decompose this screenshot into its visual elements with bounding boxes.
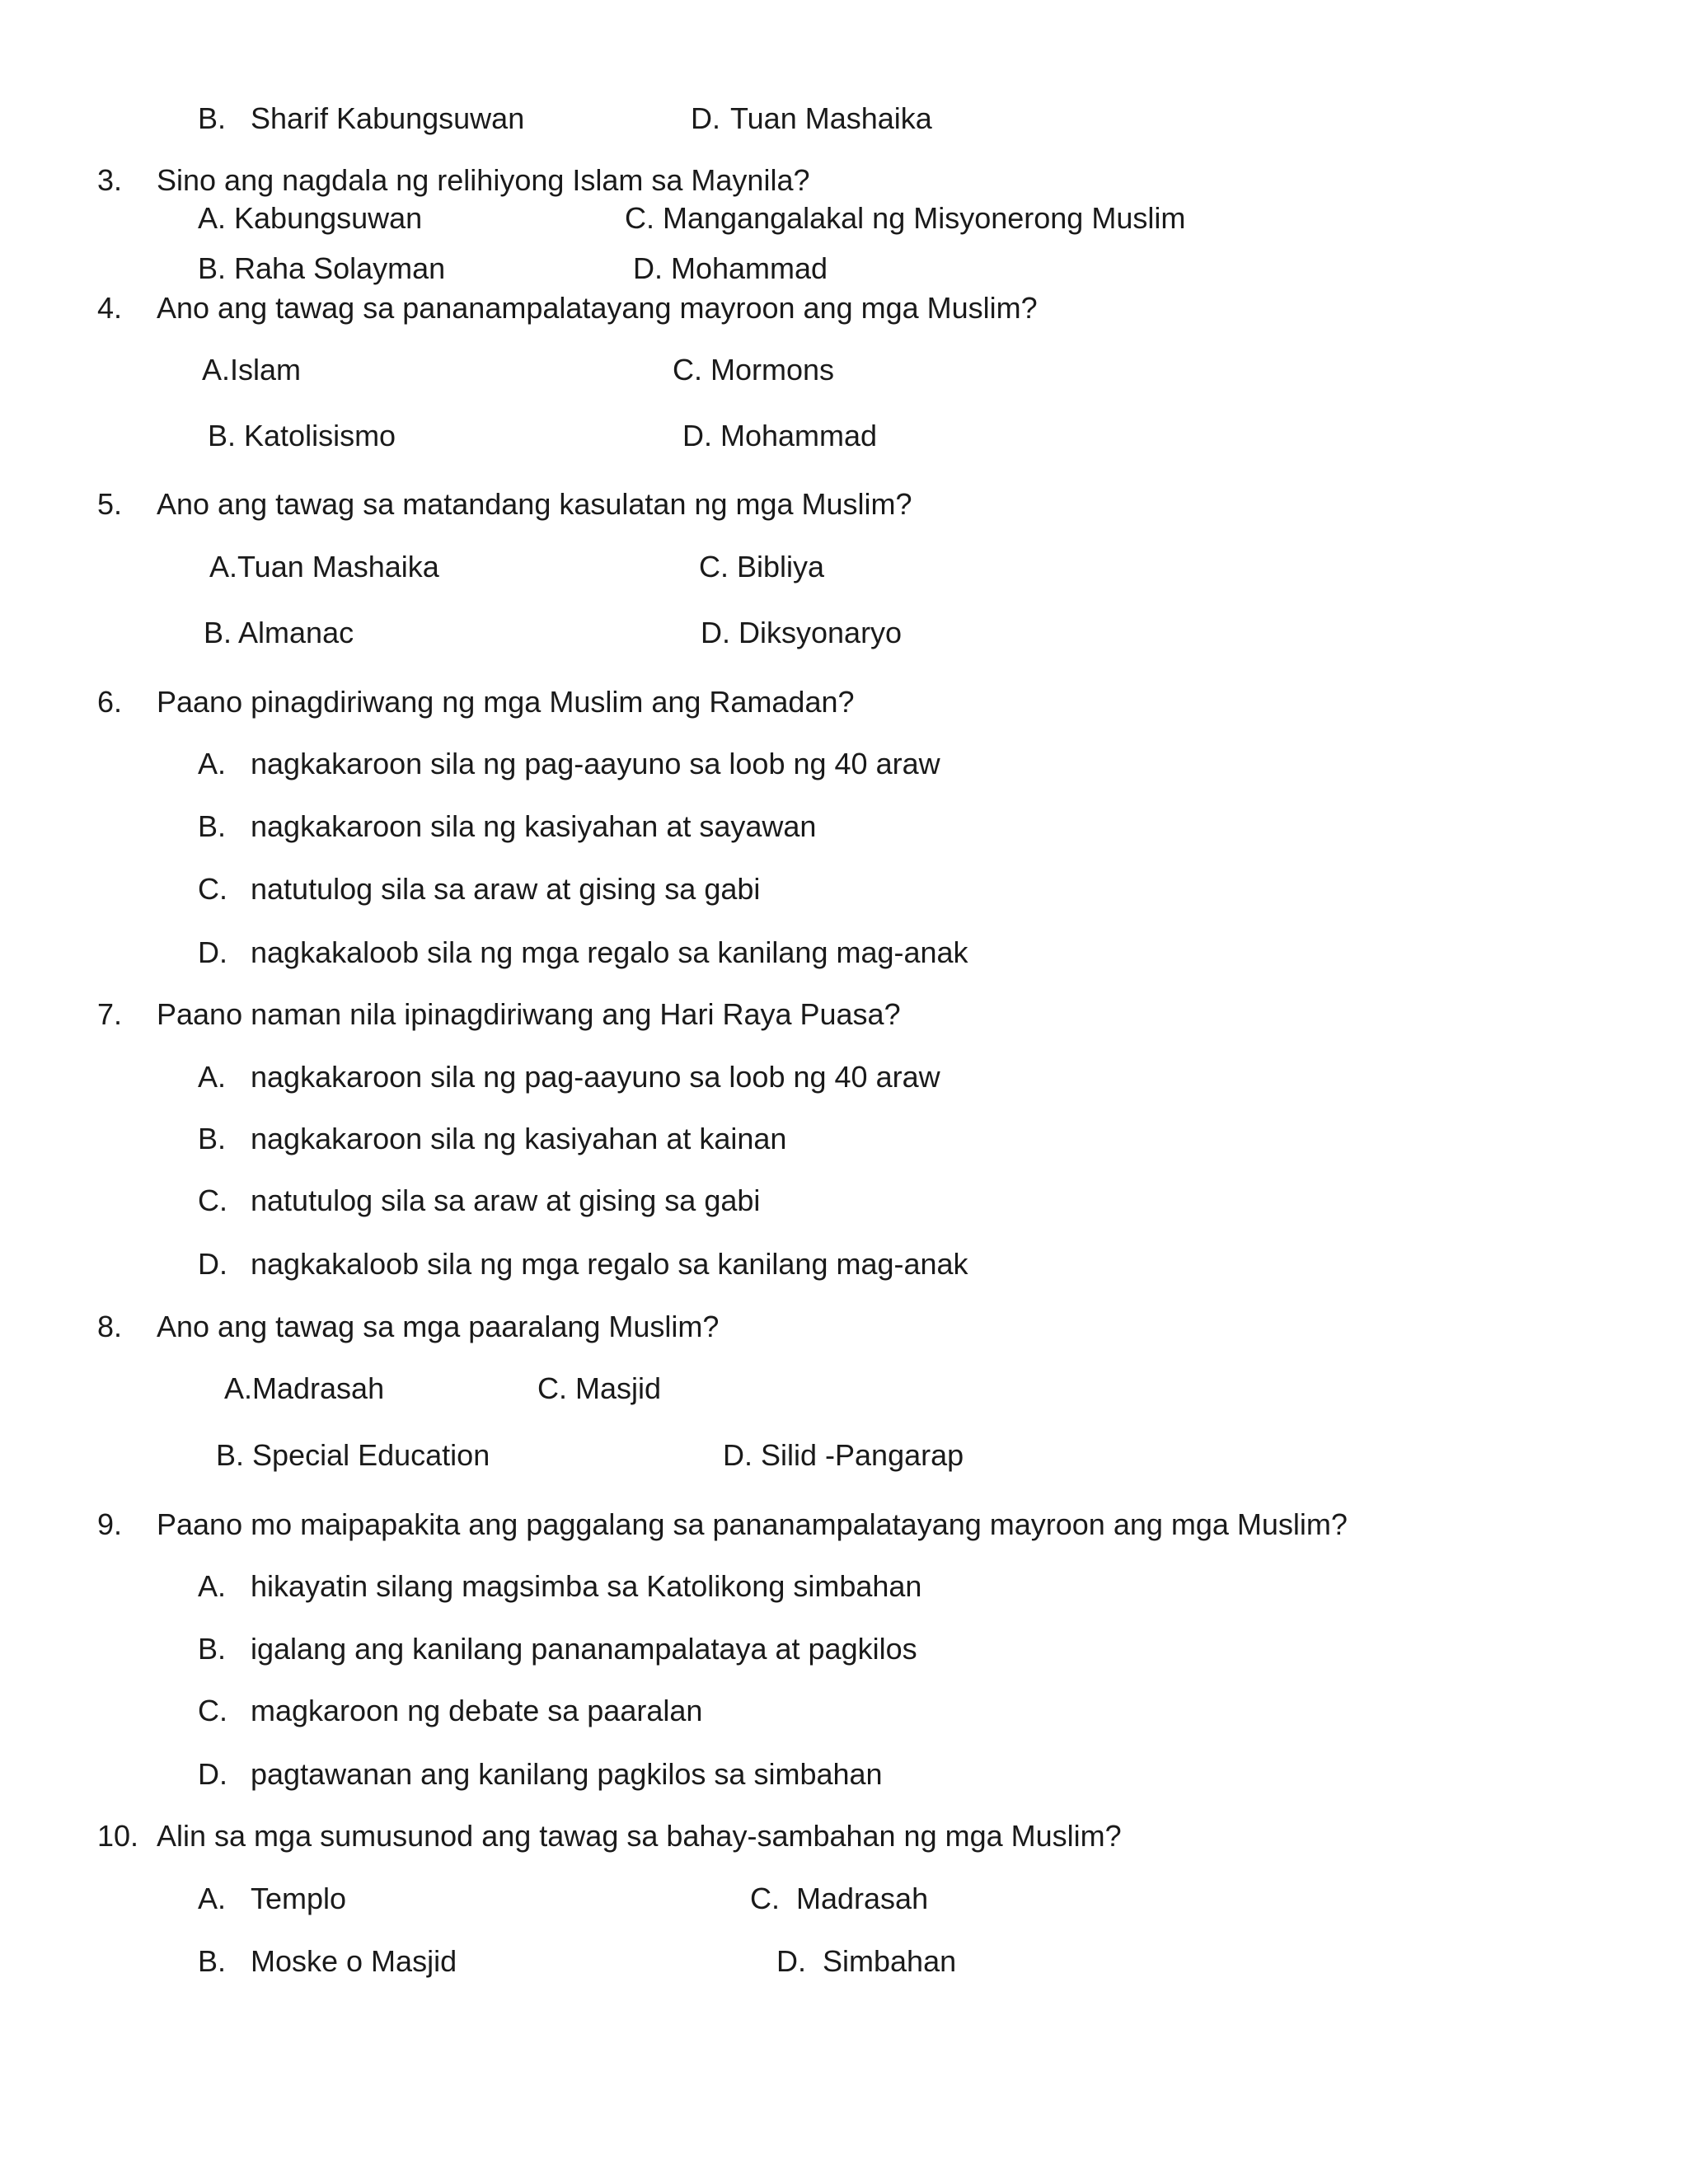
choice-letter: C. — [750, 1882, 780, 1915]
choice-letter: D. — [776, 1944, 806, 1978]
choice-letter: B. — [198, 1632, 227, 1666]
choice-text: nagkakaroon sila ng kasiyahan at kainan — [251, 1122, 787, 1155]
choice-letter: C. — [198, 872, 227, 906]
choice-text: natutulog sila sa araw at gising sa gabi — [251, 872, 761, 906]
choice-text: nagkakaloob sila ng mga regalo sa kanilang mag-anak — [251, 1247, 968, 1281]
choice-c: C. Masjid — [537, 1371, 662, 1405]
choice-a: A. Kabungsuwan — [198, 201, 423, 235]
choice-letter: C. — [198, 1694, 227, 1727]
choice-c: C. Mormons — [673, 353, 835, 387]
question-text: Ano ang tawag sa matandang kasulatan ng mga Muslim? — [157, 487, 912, 521]
question-text: Ano ang tawag sa mga paaralang Muslim? — [157, 1310, 720, 1343]
choice-text: Templo — [251, 1882, 347, 1915]
choice-letter: B. — [198, 101, 227, 135]
question-text: Alin sa mga sumusunod ang tawag sa bahay-sambahan ng mga Muslim? — [157, 1819, 1122, 1853]
choice-letter: D. — [198, 1757, 227, 1791]
choice-text: nagkakaroon sila ng pag-aayuno sa loob ng 40 araw — [251, 1060, 940, 1094]
choice-text: pagtawanan ang kanilang pagkilos sa simbahan — [251, 1757, 883, 1791]
choice-a: A.Tuan Mashaika — [209, 550, 439, 583]
choice-b: B. Almanac — [204, 616, 354, 649]
question-text: Paano pinagdiriwang ng mga Muslim ang Ramadan? — [157, 685, 855, 719]
choice-d: D. Mohammad — [682, 419, 878, 452]
question-text: Ano ang tawag sa pananampalatayang mayroon ang mga Muslim? — [157, 291, 1038, 325]
choice-text: Moske o Masjid — [251, 1944, 457, 1978]
choice-text: magkaroon ng debate sa paaralan — [251, 1694, 703, 1727]
question-number: 7. — [97, 997, 123, 1031]
choice-text: Sharif Kabungsuwan — [251, 101, 525, 135]
choice-letter: D. — [198, 935, 227, 969]
question-text: Paano naman nila ipinagdiriwang ang Hari Raya Puasa? — [157, 997, 901, 1031]
choice-b: B. Katolisismo — [208, 419, 396, 452]
choice-b: B. Raha Solayman — [198, 251, 446, 285]
choice-a: A.Madrasah — [224, 1371, 385, 1405]
choice-letter: B. — [198, 809, 227, 843]
question-number: 3. — [97, 163, 123, 197]
question-number: 4. — [97, 291, 123, 325]
choice-a: A.Islam — [202, 353, 302, 387]
choice-letter: C. — [198, 1183, 227, 1217]
choice-letter: D. — [691, 101, 720, 135]
choice-c: C. Mangangalakal ng Misyonerong Muslim — [625, 201, 1186, 235]
choice-d: D. Silid -Pangarap — [723, 1438, 964, 1472]
question-number: 6. — [97, 685, 123, 719]
question-text: Paano mo maipapakita ang paggalang sa pananampalatayang mayroon ang mga Muslim? — [157, 1507, 1348, 1541]
choice-b: B. Special Education — [216, 1438, 490, 1472]
choice-letter: A. — [198, 1060, 227, 1094]
choice-letter: B. — [198, 1944, 227, 1978]
choice-letter: A. — [198, 1882, 227, 1915]
question-text: Sino ang nagdala ng relihiyong Islam sa Maynila? — [157, 163, 810, 197]
question-number: 8. — [97, 1310, 123, 1343]
choice-c: C. Bibliya — [699, 550, 825, 583]
choice-text: nagkakaloob sila ng mga regalo sa kanilang mag-anak — [251, 935, 968, 969]
choice-text: nagkakaroon sila ng kasiyahan at sayawan — [251, 809, 817, 843]
choice-letter: D. — [198, 1247, 227, 1281]
question-number: 10. — [97, 1819, 139, 1853]
choice-text: nagkakaroon sila ng pag-aayuno sa loob ng 40 araw — [251, 747, 940, 780]
question-number: 9. — [97, 1507, 123, 1541]
choice-letter: B. — [198, 1122, 227, 1155]
choice-letter: A. — [198, 747, 227, 780]
choice-text: hikayatin silang magsimba sa Katolikong simbahan — [251, 1569, 922, 1603]
choice-d: D. Mohammad — [633, 251, 828, 285]
question-number: 5. — [97, 487, 123, 521]
choice-text: Simbahan — [823, 1944, 957, 1978]
choice-text: igalang ang kanilang pananampalataya at pagkilos — [251, 1632, 917, 1666]
choice-d: D. Diksyonaryo — [701, 616, 903, 649]
choice-letter: A. — [198, 1569, 227, 1603]
choice-text: natutulog sila sa araw at gising sa gabi — [251, 1183, 761, 1217]
choice-text: Madrasah — [796, 1882, 929, 1915]
choice-text: Tuan Mashaika — [730, 101, 932, 135]
